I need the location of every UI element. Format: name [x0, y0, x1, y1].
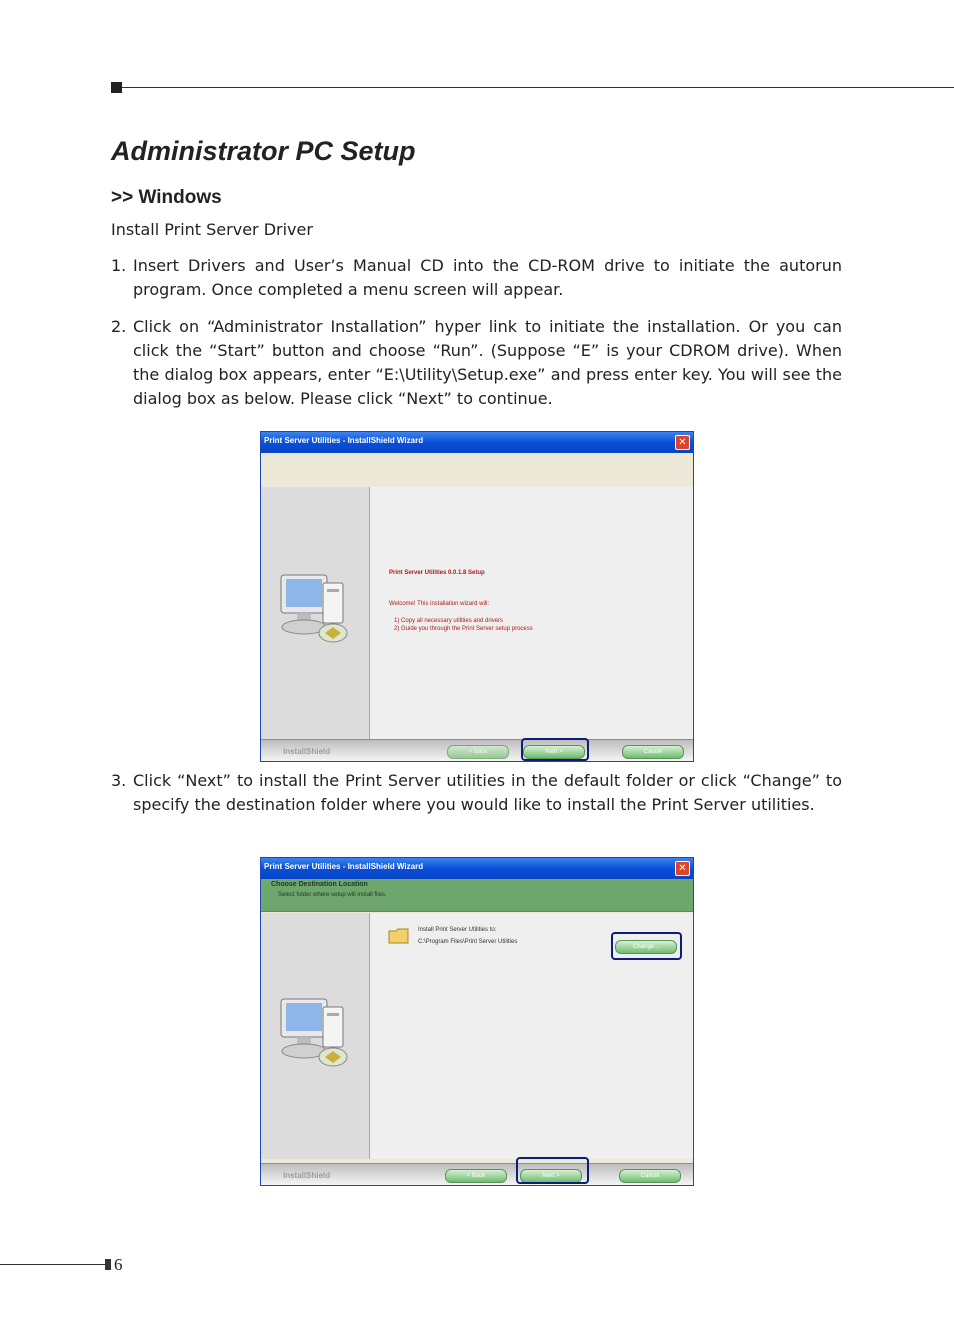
step-number: 1. — [111, 256, 127, 275]
page-number: 6 — [114, 1255, 123, 1274]
computer-setup-icon — [277, 569, 357, 649]
welcome-text: Welcome! This installation wizard will: — [389, 601, 490, 607]
close-icon[interactable]: ✕ — [675, 435, 690, 450]
next-highlight — [516, 1157, 589, 1184]
close-icon[interactable]: ✕ — [675, 861, 690, 876]
step-text: Insert Drivers and User’s Manual CD into the CD-ROM drive to initiate the autorun program. Once completed a menu screen will appear. — [133, 256, 842, 299]
installshield-welcome-dialog — [260, 431, 694, 762]
install-to-label: Install Print Server Utilities to: — [418, 927, 497, 933]
dialog-button-bar — [261, 739, 693, 761]
next-button[interactable]: Next > — [523, 745, 585, 759]
dialog-side-panel — [261, 913, 370, 1159]
change-button[interactable]: Change... — [615, 940, 677, 954]
install-path: C:\Program Files\Print Server Utilities — [418, 939, 518, 945]
intro-text: Install Print Server Driver — [111, 220, 313, 239]
dialog-button-bar — [261, 1163, 693, 1185]
dialog-header — [261, 879, 693, 912]
welcome-item-1: 1) Copy all necessary utilities and drivers — [394, 618, 504, 624]
dialog-content — [370, 487, 693, 741]
header-title: Choose Destination Location — [271, 881, 368, 888]
header-rule — [122, 87, 954, 88]
dialog-title: Print Server Utilities - InstallShield Wizard — [264, 862, 424, 871]
step-text: Click “Next” to install the Print Server utilities in the default folder or click “Change” to specify the destination folder where you would like to install the Print Server utilities. — [133, 771, 842, 814]
welcome-item-2: 2) Guide you through the Print Server setup process — [394, 626, 533, 632]
dialog-side-panel — [261, 487, 370, 741]
dialog-titlebar — [261, 858, 693, 879]
change-highlight — [611, 932, 682, 960]
setup-heading: Print Server Utilities 0.0.1.8 Setup — [389, 570, 485, 576]
section-heading: >> Windows — [111, 187, 222, 208]
dialog-title: Print Server Utilities - InstallShield Wizard — [264, 436, 424, 445]
step-number: 2. — [111, 317, 127, 336]
cancel-button[interactable]: Cancel — [619, 1169, 681, 1183]
cancel-button[interactable]: Cancel — [622, 745, 684, 759]
dialog-titlebar — [261, 432, 693, 453]
step-number: 3. — [111, 771, 127, 790]
header-subtitle: Select folder where setup will install files. — [278, 892, 387, 898]
header-square — [111, 82, 122, 93]
installshield-destination-dialog — [260, 857, 694, 1186]
computer-setup-icon — [277, 993, 357, 1073]
step-3 — [111, 769, 842, 817]
footer-rule — [0, 1264, 106, 1265]
page-title: Administrator PC Setup — [111, 136, 416, 166]
installshield-brand: InstallShield — [283, 747, 331, 756]
footer-square — [105, 1259, 111, 1270]
step-text: Click on “Administrator Installation” hyper link to initiate the installation. Or you can click the “Start” button and choose “Run”. (Suppose “E” is your CDROM drive). When the dialog box appears, enter “E:\Utility\Setup.exe” and press enter key. You will see the dialog box as below. Please click “Next” to continue. — [133, 317, 842, 408]
next-highlight — [521, 738, 589, 761]
installshield-brand: InstallShield — [283, 1171, 331, 1180]
back-button[interactable]: < Back — [445, 1169, 507, 1183]
back-button[interactable]: < Back — [447, 745, 509, 759]
step-1 — [111, 254, 842, 302]
step-2 — [111, 315, 842, 411]
folder-icon — [388, 927, 410, 945]
next-button[interactable]: Next > — [520, 1169, 582, 1183]
